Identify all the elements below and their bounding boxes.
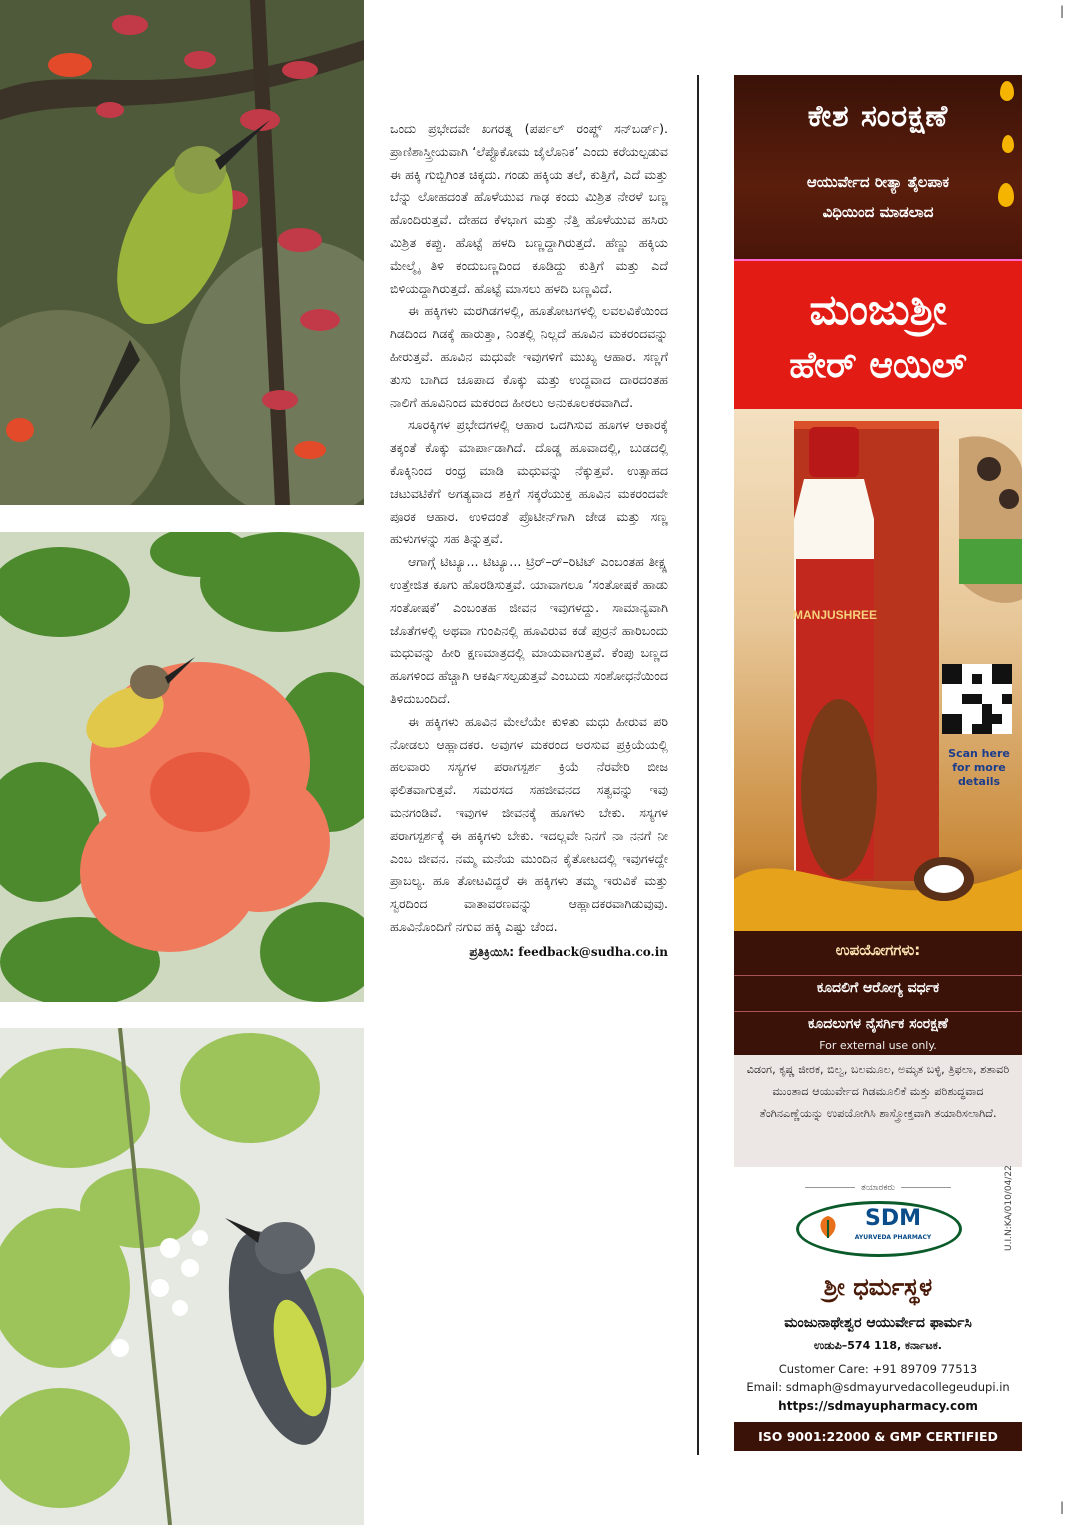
uses-heading: ಉಪಯೋಗಗಳು:	[835, 941, 921, 959]
crop-mark: |	[1060, 1500, 1065, 1514]
use-item: ಕೂದಲಿಗೆ ಆರೋಗ್ಯ ವರ್ಧಕ	[734, 975, 1022, 996]
feedback-line	[390, 941, 668, 964]
scan-caption: Scan here for more details	[948, 747, 1010, 788]
photo-sunbird-on-hibiscus	[0, 532, 364, 1002]
certification-bar: ISO 9001:22000 & GMP CERTIFIED	[734, 1422, 1022, 1451]
sdm-logo	[796, 1201, 962, 1257]
pharmacy-name: ಮಂಜುನಾಥೇಶ್ವರ ಆಯುರ್ವೇದ ಫಾರ್ಮಸಿ	[784, 1315, 972, 1331]
customer-care: Customer Care: +91 89709 77513	[778, 1362, 978, 1376]
use-item: ಕೂದಲುಗಳ ನೈಸರ್ಗಿಕ ಸಂರಕ್ಷಣೆ	[734, 1011, 1022, 1032]
product-name-sub: ಹೇರ್ ಆಯಿಲ್	[789, 345, 967, 386]
product-name-band	[734, 259, 1022, 411]
column-divider	[697, 75, 699, 1455]
external-use-note: For external use only.	[819, 1039, 937, 1052]
uses-section	[734, 931, 1022, 1055]
article-body	[390, 118, 668, 963]
article-paragraph: ಆಗಾಗ್ಗೆ ಟಿಟ್ಯೂ... ಟಿಟ್ಯೂ... ಟ್ರಿರ್–ರ್–ರಿಟಿಟ್ ಎಂಬಂತಹ ತೀಕ್ಷ್ಣ ಉತ್ತೇಜಿತ ಕೂಗು ಹೊರಡಿಸುತ್ತವೆ. ಯಾವಾಗಲೂ ‘ಸಂತೋಷಕೆ ಹಾಡು ಸಂತೋಷಕೆ’ ಎಂಬಂತಹ ಜೀವನ ಇವುಗಳದ್ದು. ಸಾಮಾನ್ಯವಾಗಿ ಜೊತೆಗಳಲ್ಲಿ ಅಥವಾ ಗುಂಪಿನಲ್ಲಿ ಹೂವಿರುವ ಕಡೆ ಪುರ್ರನೆ ಹಾರಿಬಂದು ಮಧುವನ್ನು ಹೀರಿ ಕ್ಷಣಮಾತ್ರದಲ್ಲಿ ಮಾಯವಾಗುತ್ತವೆ. ಕೆಂಪು ಬಣ್ಣದ ಹೂಗಳಿಂದ ಹೆಚ್ಚಾಗಿ ಆಕರ್ಷಿಸಲ್ಪಡುತ್ತವೆ ಎಂಬುದು ಸಂಶೋಧನೆಯಿಂದ ತಿಳಿದುಬಂದಿದೆ.	[390, 554, 668, 706]
maker-label: ತಯಾರಕರು	[734, 1183, 1022, 1193]
photo-sunbird-on-red-flowers	[0, 0, 364, 505]
qr-code[interactable]	[942, 664, 1012, 734]
ad-headline: ಕೇಶ ಸಂರಕ್ಷಣೆ	[807, 99, 949, 134]
ad-subline: ಆಯುರ್ವೇದ ರೀತ್ಯಾ ತೈಲಪಾಕ	[806, 173, 950, 191]
article-paragraph: ಸೂರಕ್ಕಿಗಳ ಪ್ರಭೇದಗಳಲ್ಲಿ ಆಹಾರ ಒದಗಿಸುವ ಹೂಗಳ ಆಕಾರಕ್ಕೆ ತಕ್ಕಂತೆ ಕೊಕ್ಕು ಮಾರ್ಪಾಡಾಗಿದೆ. ದೊಡ್ಡ ಹೂವಾದಲ್ಲಿ, ಬುಡದಲ್ಲಿ ಕೊಕ್ಕಿನಿಂದ ರಂಧ್ರ ಮಾಡಿ ಮಧುವನ್ನು ನೆಕ್ಕುತ್ತವೆ. ಉತ್ಸಾಹದ ಚಟುವಟಿಕೆಗೆ ಅಗತ್ಯವಾದ ಶಕ್ತಿಗೆ ಸಕ್ಕರೆಯುಕ್ತ ಹೂವಿನ ಮಕರಂದವೇ ಪೂರಕ ಆಹಾರ. ಉಳಿದಂತೆ ಪ್ರೊಟೀನ್‌ಗಾಗಿ ಜೇಡ ಮತ್ತು ಸಣ್ಣ ಹುಳುಗಳನ್ನು ಸಹ ತಿನ್ನುತ್ತವೆ.	[390, 417, 668, 547]
article-paragraph: ಒಂದು ಪ್ರಭೇದವೇ ಖಗರತ್ನ (ಪರ್ಪಲ್ ರಂಪ್ಡ್ ಸನ್‌ಬರ್ಡ್). ಪ್ರಾಣಿಶಾಸ್ತ್ರೀಯವಾಗಿ ‘ಲೆಪ್ಟೊಕೋಮ ಜೈಲೊನಿಕ’ ಎಂದು ಕರೆಯಲ್ಪಡುವ ಈ ಹಕ್ಕಿ ಗುಬ್ಬಿಗಿಂತ ಚಿಕ್ಕದು. ಗಂಡು ಹಕ್ಕಿಯ ತಲೆ, ಕುತ್ತಿಗೆ, ಎದೆ ಮತ್ತು ಬೆನ್ನು ಲೋಹದಂತೆ ಹೊಳೆಯುವ ಗಾಢ ಕಂದು ಮಿಶ್ರಿತ ನೇರಳೆ ಬಣ್ಣ ಹೊಂದಿರುತ್ತವೆ. ದೇಹದ ಕೆಳಭಾಗ ಮತ್ತು ನೆತ್ತಿ ಹೊಳೆಯುವ ಹಸಿರು ಮಿಶ್ರಿತ ಕಪ್ಪು. ಹೊಟ್ಟೆ ಹಳದಿ ಬಣ್ಣದ್ದಾಗಿರುತ್ತದೆ. ಹೆಣ್ಣು ಹಕ್ಕಿಯ ಮೇಲ್ಮೈ ತಿಳಿ ಕಂದುಬಣ್ಣದಿಂದ ಕೂಡಿದ್ದು ಕುತ್ತಿಗೆ ಮತ್ತು ಎದೆ ಬಿಳಿಯದ್ದಾಗಿರುತ್ತದೆ. ಹೊಟ್ಟೆ ಮಾಸಲು ಹಳದಿ ಬಣ್ಣವಿದೆ.	[390, 121, 668, 296]
crop-mark: |	[1060, 4, 1065, 18]
leaf-icon	[815, 1214, 841, 1240]
ingredients-panel	[734, 1055, 1022, 1167]
website-link[interactable]: https://sdmayupharmacy.com	[778, 1399, 978, 1413]
oil-drop-icon	[998, 183, 1014, 207]
ad-subline: ವಿಧಿಯಿಂದ ಮಾಡಲಾದ	[822, 203, 934, 221]
product-name: ಮಂಜುಶ್ರೀ	[809, 285, 947, 334]
product-image	[734, 409, 1022, 931]
pharmacy-address: ಉಡುಪಿ–574 118, ಕರ್ನಾಟಕ.	[814, 1339, 942, 1352]
logo-subtext: AYURVEDA PHARMACY	[854, 1234, 932, 1241]
contact-email[interactable]: Email: sdmaph@sdmayurvedacollegeudupi.in	[746, 1380, 1010, 1394]
ingredients-text: ವಿಡಂಗ, ಕೃಷ್ಣ ಜೀರಕ, ಬಿಲ್ವ, ಬಲಮೂಲ, ಅಮೃತ ಬಳ್ಳಿ, ತ್ರಿಫಲಾ, ಶತಾವರಿ ಮುಂತಾದ ಆಯುರ್ವೇದ ಗಿಡಮೂಲಿಕೆ ಮತ್ತು ಪರಿಶುದ್ಧವಾದ ತೆಂಗಿನಎಣ್ಣೆಯನ್ನು ಉಪಯೋಗಿಸಿ ಶಾಸ್ತ್ರೋಕ್ತವಾಗಿ ತಯಾರಿಸಲಾಗಿದೆ.	[746, 1063, 1010, 1120]
location-title: ಶ್ರೀ ಧರ್ಮಸ್ಥಳ	[823, 1273, 933, 1301]
advertisement-hair-oil	[734, 75, 1022, 1451]
photo-sunbird-on-white-flowers	[0, 1028, 364, 1525]
oil-drop-icon	[1002, 135, 1014, 153]
article-paragraph: ಈ ಹಕ್ಕಿಗಳು ಹೂವಿನ ಮೇಲೆಯೇ ಕುಳಿತು ಮಧು ಹೀರುವ ಪರಿ ನೋಡಲು ಆಹ್ಲಾದಕರ. ಅವುಗಳ ಮಕರಂದ ಅರಸುವ ಪ್ರಕ್ರಿಯೆಯಲ್ಲಿ ಹಲವಾರು ಸಸ್ಯಗಳ ಪರಾಗಸ್ಪರ್ಶ ಕ್ರಿಯೆ ನೆರವೇರಿ ಬೀಜ ಫಲಿತವಾಗುತ್ತವೆ. ಸಮರಸದ ಸಹಜೀವನದ ಸತ್ವವನ್ನು ಇವು ಮನಗಂಡಿವೆ. ಇವುಗಳ ಜೀವನಕ್ಕೆ ಹೂಗಳು ಬೇಕು. ಸಸ್ಯಗಳ ಪರಾಗಸ್ಪರ್ಶಕ್ಕೆ ಈ ಹಕ್ಕಿಗಳು ಬೇಕು. ಇದಲ್ಲವೇ ನಿನಗೆ ನಾ ನನಗೆ ನೀ ಎಂಬ ಜೀವನ. ನಮ್ಮ ಮನೆಯ ಮುಂದಿನ ಕೈತೋಟದಲ್ಲಿ ಇವುಗಳದ್ದೇ ಪ್ರಾಬಲ್ಯ. ಹೂ ತೋಟವಿದ್ದರೆ ಈ ಹಕ್ಕಿಗಳು ತಮ್ಮ ಇರುವಿಕೆ ಮತ್ತು ಸ್ವರದಿಂದ ವಾತಾವರಣವನ್ನು ಆಹ್ಲಾದಕರವಾಗಿಡುವುವು. ಹೂವಿನೊಂದಿಗೆ ನಗುವ ಹಕ್ಕಿ ಎಷ್ಟು ಚೆಂದ.	[390, 713, 668, 934]
oil-drop-icon	[1000, 81, 1014, 101]
ad-header	[734, 75, 1022, 259]
feedback-label: ಪ್ರತಿಕ್ರಿಯಿಸಿ:	[469, 944, 515, 959]
article-paragraph: ಈ ಹಕ್ಕಿಗಳು ಮರಗಿಡಗಳಲ್ಲಿ, ಹೂತೋಟಗಳಲ್ಲಿ ಲವಲವಿಕೆಯಿಂದ ಗಿಡದಿಂದ ಗಿಡಕ್ಕೆ ಹಾರುತ್ತಾ, ನಿಂತಲ್ಲಿ ನಿಲ್ಲದೆ ಹೂವಿನ ಮಕರಂದವನ್ನು ಹೀರುತ್ತವೆ. ಹೂವಿನ ಮಧುವೇ ಇವುಗಳಿಗೆ ಮುಖ್ಯ ಆಹಾರ. ಸಣ್ಣಗೆ ತುಸು ಬಾಗಿದ ಚೂಪಾದ ಕೊಕ್ಕು ಮತ್ತು ಉದ್ದವಾದ ದಾರದಂತಹ ನಾಲಿಗೆ ಹೂವಿನಿಂದ ಮಕರಂದ ಹೀರಲು ಅನುಕೂಲಕರವಾಗಿದೆ.	[390, 303, 668, 410]
logo-text: SDM	[865, 1206, 921, 1231]
feedback-email-link[interactable]: feedback@sudha.co.in	[518, 944, 668, 959]
uin-code: U.I.N:KA/010/04/22	[1004, 1165, 1014, 1251]
svg-text:MANJUSHREE: MANJUSHREE	[792, 608, 878, 622]
